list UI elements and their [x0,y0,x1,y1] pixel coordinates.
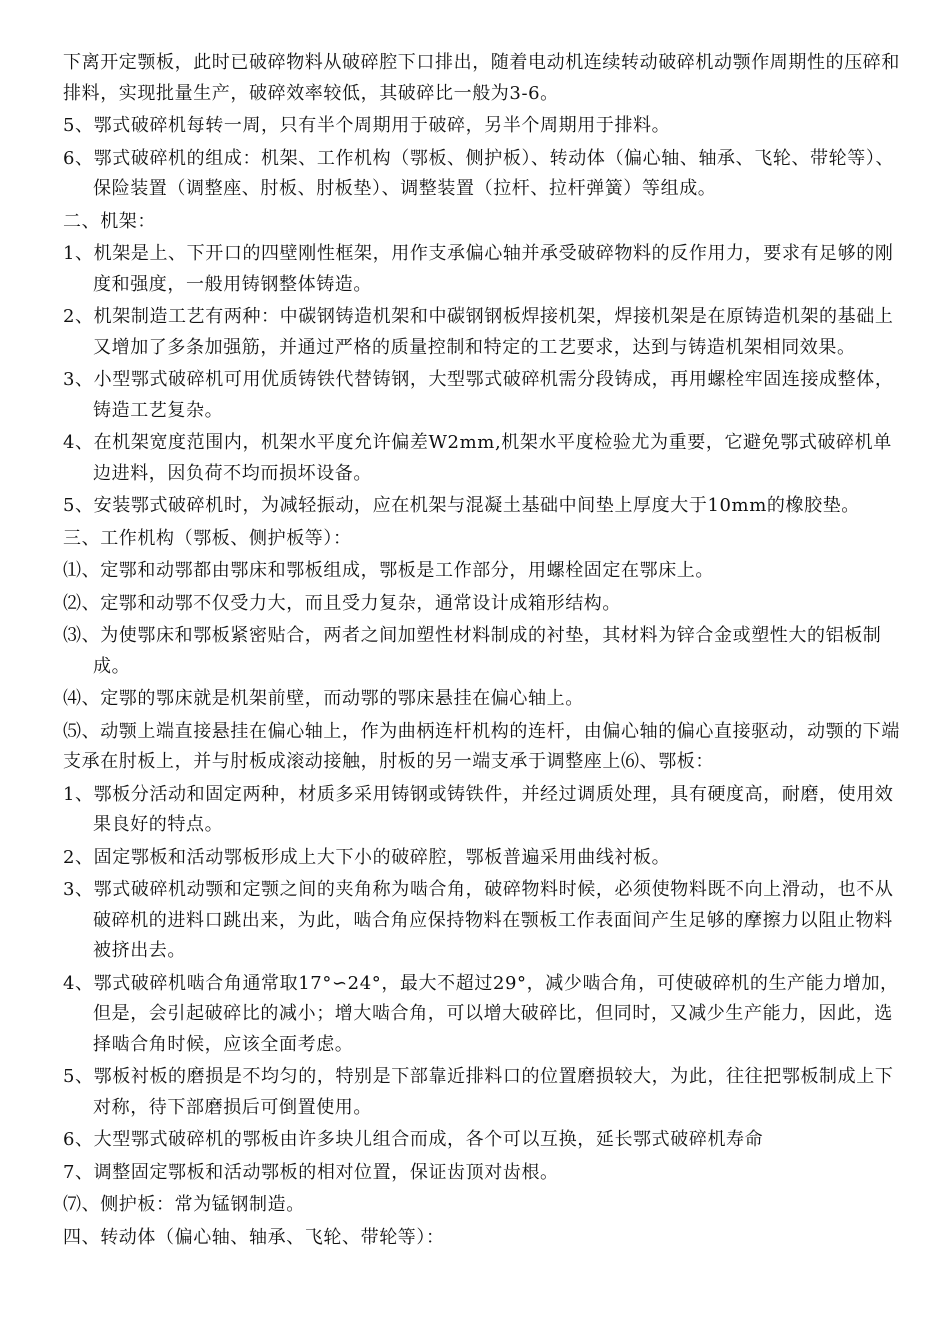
paragraph-jaw-plate-7: 7、调整固定鄂板和活动鄂板的相对位置，保证齿顶对齿根。 [63,1161,559,1183]
section-heading-working-mechanism: 三、工作机构（鄂板、侧护板等）： [63,527,352,549]
paragraph-frame-4: 4、在机架宽度范围内，机架水平度允许偏差W2mm,机架水平度检验尤为重要，它避免鄂式破碎机单边进料，因负荷不均而损坏设备。 [63,432,892,484]
paragraph-mechanism-3: ⑶、为使鄂床和鄂板紧密贴合，两者之间加塑性材料制成的衬垫，其材料为锌合金或塑性大的铝板制成。 [63,625,882,677]
paragraph-frame-1: 1、机架是上、下开口的四壁刚性框架，用作支承偏心轴并承受破碎物料的反作用力，要求有足够的刚度和强度，一般用铸钢整体铸造。 [63,243,894,295]
paragraph-jaw-plate-2: 2、固定鄂板和活动鄂板形成上大下小的破碎腔，鄂板普遍采用曲线衬板。 [63,846,671,868]
document-body [63,48,908,1255]
paragraph-frame-2: 2、机架制造工艺有两种：中碳钢铸造机架和中碳钢钢板焊接机架，焊接机架是在原铸造机架的基础上又增加了多条加强筋，并通过严格的质量控制和特定的工艺要求，达到与铸造机架相同效果。 [63,306,894,358]
section-heading-frame: 二、机架： [63,210,156,232]
paragraph-jaw-plate-4: 4、鄂式破碎机啮合角通常取17°∽24°，最大不超过29°，减少啮合角，可使破碎机的生产能力增加，但是，会引起破碎比的减小；增大啮合角，可以增大破碎比，但同时，又减少生产能力，因此，选择啮合角时候，应该全面考虑。 [63,972,899,1055]
paragraph-item-6-composition: 6、鄂式破碎机的组成：机架、工作机构（鄂板、侧护板）、转动体（偏心轴、轴承、飞轮、带轮等）、保险装置（调整座、肘板、肘板垫）、调整装置（拉杆、拉杆弹簧）等组成。 [63,147,895,199]
section-heading-rotating-body: 四、转动体（偏心轴、轴承、飞轮、带轮等）： [63,1226,445,1248]
paragraph-frame-5: 5、安装鄂式破碎机时，为减轻振动，应在机架与混凝土基础中间垫上厚度大于10mm的橡胶垫。 [63,495,860,516]
paragraph-side-guard: ⑺、侧护板：常为锰钢制造。 [63,1194,305,1215]
paragraph-item-5-one-rotation: 5、鄂式破碎机每转一周，只有半个周期用于破碎，另半个周期用于排料。 [63,115,671,136]
paragraph-mechanism-1: ⑴、定鄂和动鄂都由鄂床和鄂板组成，鄂板是工作部分，用螺栓固定在鄂床上。 [63,560,714,581]
paragraph-jaw-plate-3: 3、鄂式破碎机动颚和定颚之间的夹角称为啮合角，破碎物料时候，必须使物料既不向上滑动，也不从破碎机的进料口跳出来，为此，啮合角应保持物料在颚板工作表面间产生足够的摩擦力以阻止物料被挤出去。 [63,879,894,961]
paragraph-jaw-plate-5: 5、鄂板衬板的磨损是不均匀的，特别是下部靠近排料口的位置磨损较大，为此，往往把鄂板制成上下对称，待下部磨损后可倒置使用。 [63,1066,894,1118]
paragraph-mechanism-5: ⑸、动颚上端直接悬挂在偏心轴上，作为曲柄连杆机构的连杆，由偏心轴的偏心直接驱动，动颚的下端支承在肘板上，并与肘板成滚动接触，肘板的另一端支承于调整座上⑹、鄂板： [63,720,900,772]
paragraph-mechanism-4: ⑷、定鄂的鄂床就是机架前壁，而动鄂的鄂床悬挂在偏心轴上。 [63,688,584,709]
paragraph-continuation: 下离开定颚板，此时已破碎物料从破碎腔下口排出，随着电动机连续转动破碎机动颚作周期性的压碎和排料，实现批量生产，破碎效率较低，其破碎比一般为3-6。 [63,52,900,104]
paragraph-frame-3: 3、小型鄂式破碎机可用优质铸铁代替铸钢，大型鄂式破碎机需分段铸成，再用螺栓牢固连接成整体，铸造工艺复杂。 [63,369,894,421]
paragraph-mechanism-2: ⑵、定鄂和动鄂不仅受力大，而且受力复杂，通常设计成箱形结构。 [63,592,621,614]
paragraph-jaw-plate-6: 6、大型鄂式破碎机的鄂板由许多块儿组合而成，各个可以互换，延长鄂式破碎机寿命 [63,1129,764,1150]
paragraph-jaw-plate-1: 1、鄂板分活动和固定两种，材质多采用铸钢或铸铁件，并经过调质处理，具有硬度高，耐磨，使用效果良好的特点。 [63,783,894,835]
